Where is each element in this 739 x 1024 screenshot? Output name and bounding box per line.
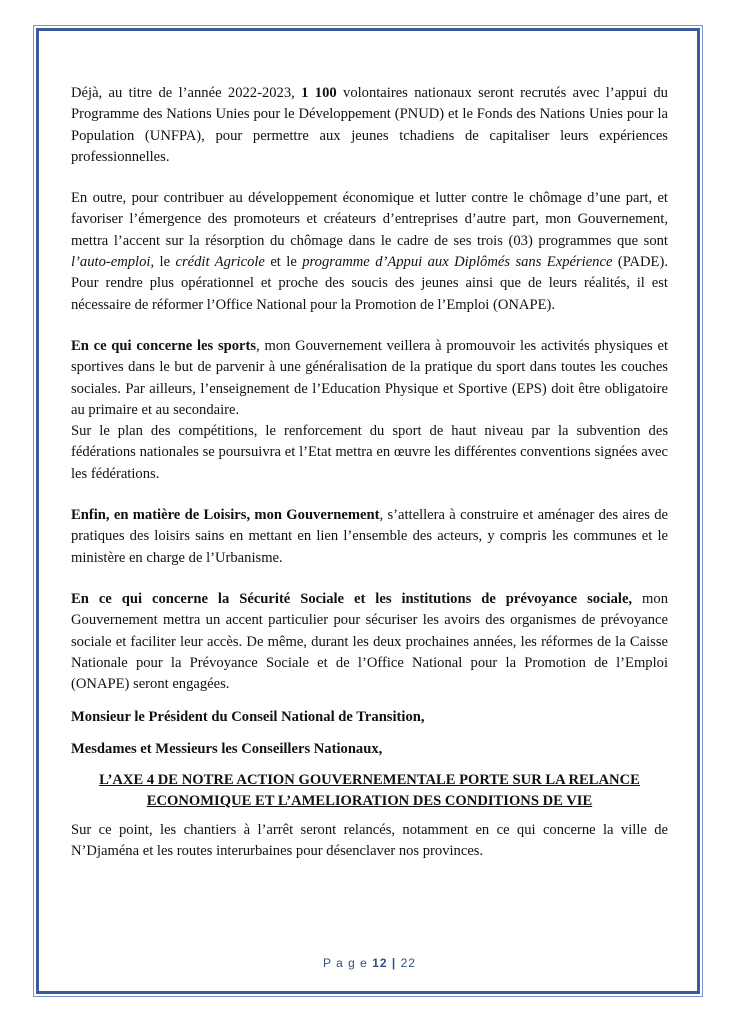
paragraph-sports: En ce qui concerne les sports, mon Gouvernement veillera à promouvoir les activités physiques et sportives dans le but de parvenir à une généralisation de la pratique du sport dans toutes les couches sociales. Par ailleurs, l’enseignement de l’Education Physique et Sportive (EPS) doit être obligatoire au primaire et au secondaire. bbox=[71, 337, 668, 418]
paragraph-volunteers: Déjà, au titre de l’année 2022-2023, 1 100 volontaires nationaux seront recrutés avec l’appui du Programme des Nations Unies pour le Développement (PNUD) et le Fonds des Nations Unies pour la Population (UNFPA), pour permettre aux jeunes tchadiens de capitaliser leurs expériences professionnelles. bbox=[71, 85, 668, 165]
paragraph-social-security: En ce qui concerne la Sécurité Sociale et les institutions de prévoyance sociale, mon Gouvernement mettra un accent particulier pour sécuriser les avoirs des organismes de prévoyance sociale et faciliter leur accès. De même, durant les deux prochaines années, les réformes de la Caisse Nationale pour la Prévoyance Sociale et de l’Office National pour la Promotion de l’Emploi (ONAPE) seront engagées. bbox=[71, 590, 668, 693]
axis-heading: L’AXE 4 DE NOTRE ACTION GOUVERNEMENTALE PORTE SUR LA RELANCE ECONOMIQUE ET L’AMELIORATION DES CONDITIONS DE VIE bbox=[99, 772, 640, 810]
paragraph-infrastructure: Sur ce point, les chantiers à l’arrêt seront relancés, notamment en ce qui concerne la ville de N’Djaména et les routes interurbaines pour désenclaver nos provinces. bbox=[71, 822, 668, 860]
paragraph-leisure: Enfin, en matière de Loisirs, mon Gouvernement, s’attellera à construire et aménager des aires de pratiques des loisirs sains en mettant en lien l’ensemble des acteurs, y compris les communes et le ministère en charge de l’Urbanisme. bbox=[71, 507, 669, 566]
salutation-councillors: Mesdames et Messieurs les Conseillers Nationaux, bbox=[71, 740, 383, 757]
page-number-footer: P a g e 12 | 22 bbox=[323, 956, 416, 970]
paragraph-employment: En outre, pour contribuer au développement économique et lutter contre le chômage d’une part, et favoriser l’émergence des promoteurs et créateurs d’entreprises d’autre part, mon Gouvernement, mettra l’accent sur la résorption du chômage dans le cadre de ses trois (03) programmes que sont l’auto-emploi, le crédit Agricole et le programme d’Appui aux Diplômés sans Expérience (PADE). Pour rendre plus opérationnel et proche des soucis des jeunes ainsi que de leurs réalités, il est nécessaire de réformer l’Office National pour la Promotion de l’Emploi (ONAPE). bbox=[71, 190, 668, 313]
paragraph-competitions: Sur le plan des compétitions, le renforcement du sport de haut niveau par la subvention des fédérations nationales se poursuivra et l’Etat mettra en œuvre les différentes conventions signées avec les fédérations. bbox=[71, 423, 668, 482]
salutation-president: Monsieur le Président du Conseil National de Transition, bbox=[71, 709, 425, 726]
document-body bbox=[71, 83, 668, 883]
